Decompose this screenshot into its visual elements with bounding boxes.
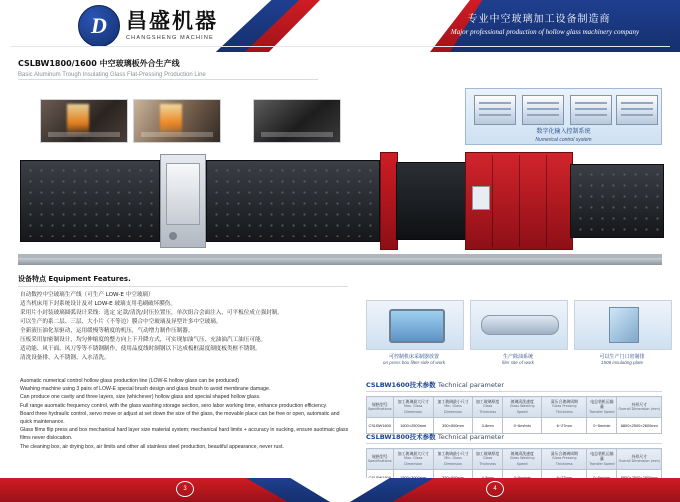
table-header-cell: 加工玻璃最小尺寸 Min. Glass Dimension (433, 449, 472, 470)
table-cell: 350×500mm (433, 418, 472, 434)
company-name-en: CHANGSHENG MACHINE (126, 35, 214, 41)
feature-cn-item: 适当机床用下封系统设计及对 LOW-E 玻璃支用毛刷破坏膜伤。 (20, 301, 176, 307)
roller-icon (481, 315, 559, 335)
perforated-plate (575, 169, 659, 233)
page-header (0, 0, 680, 52)
monitor-icon (389, 309, 445, 343)
figure-control-monitor (366, 300, 462, 365)
spec-title-1800: CSLBW1800技术参数 Technical parameter (366, 433, 505, 441)
numerical-control-panel (465, 88, 662, 145)
table-header-cell: 清压合玻璃周期 Glass Pressing Thickness (542, 449, 587, 470)
page-number-right: 4 (486, 481, 504, 497)
table-header-cell: 外形尺寸 Overall Dimension (mm) (617, 397, 662, 418)
feature-en-item: quick maintenance. (20, 419, 65, 426)
nc-caption-en: Numerical control system (535, 137, 592, 143)
conveyor-bar (48, 132, 120, 137)
perforated-plate (25, 165, 155, 237)
cabinet-door (166, 163, 200, 225)
table-header-row (367, 397, 662, 418)
figure-image (470, 300, 568, 350)
table-cell: 0~5m/min (587, 418, 617, 434)
machine-output-section (570, 164, 664, 238)
table-header-cell: 加工玻璃厚度 Glass Thickness (473, 397, 503, 418)
feature-cn-item: 可以生产的系二层、三层、大小片（不等边）膜合中空玻璃及异型许多中空玻璃。 (20, 319, 222, 325)
figure-caption-en: filer site of work (502, 360, 534, 365)
table-header-cell: 玻璃清洗速度 Glass Washing Speed (503, 397, 542, 418)
perforated-plate (211, 165, 375, 237)
spec-divider (366, 443, 662, 444)
spec-title-1600: CSLBW1600技术参数 Technical parameter (366, 381, 505, 389)
figure-caption-en: on press box filter-side of work (382, 360, 446, 365)
figure-caption-cn: 可以生产门口密制排 (599, 354, 645, 360)
table-header-cell: 加工玻璃最大尺寸 Max. Glass Dimension (393, 397, 433, 418)
table-header-cell: 外形尺寸 Overall Dimension (mm) (617, 449, 662, 470)
page-number-left: 3 (176, 481, 194, 497)
table-header-cell: 玻璃清洗速度 Glass Washing Speed (503, 449, 542, 470)
feature-en-item: Washing machine using 3 pairs of LOW-E special brush design and glass brush to avoid membrane damage. (20, 386, 271, 393)
nc-screen (522, 95, 564, 125)
machine-operator-panel (472, 186, 490, 210)
table-header-cell: 加工玻璃厚度 Glass Thickness (473, 449, 503, 470)
photo-heating-section (40, 99, 128, 143)
table-header-row (367, 449, 662, 470)
feature-en-item: Glass films flip press and box mechanical hard layer size material system; mechanical hard limits + accuracy in sucking, ensure auotmaic glass (20, 427, 349, 434)
cabinet-knob-icon (169, 232, 177, 240)
feature-cn-item: 采用片小封装玻璃圆弧设计采线：选定 定款/清洗/封压位置压，单次组合会面注入，可平板位成立强封制。 (20, 310, 283, 316)
feature-cn-item: 适功能、风干面、风刀等等不锈钢制作，使用品度线时制钢以下达成板框温度制度板类框不锈钢。 (20, 346, 261, 352)
table-cell: 3-8mm (473, 418, 503, 434)
logo-badge-icon: D (78, 5, 120, 47)
header-slogan-cn: 专业中空玻璃加工设备制造商 (467, 14, 611, 25)
product-model-cn: CSLBW1800/1600 中空玻璃板外合生产线 (18, 59, 180, 68)
figure-image (366, 300, 464, 350)
feature-cn-item: 自动数控中空玻璃生产线（可生产 LOW-E 中空玻璃） (20, 292, 154, 298)
photo-press-section (133, 99, 221, 143)
glass-pane-icon (609, 307, 639, 343)
feature-en-item: Full range auomatic frequency control, with the glass washing storage section, sero labor working time, enhance production efficiency. (20, 402, 328, 409)
machine-base (18, 258, 662, 265)
photo-roller-section (253, 99, 341, 143)
table-cell: 6~27mm (542, 418, 587, 434)
nc-caption-cn: 数字化输入控制系统 (536, 128, 591, 135)
table-cell: CSLBW1600 (367, 418, 394, 434)
figure-caption-cn: 生产除油系统 (502, 354, 533, 360)
figure-caption-en: 1508 insulating plate (600, 360, 644, 365)
product-model-en: Basic Aluminum Trough Insulating Glass Flat-Pressing Production Line (18, 72, 206, 78)
spec-divider (366, 391, 662, 392)
feature-en-item: Board three hydraulic control, servo move or adjust at set down the size of the glass, the movable place can be free or open, automatic and (20, 410, 340, 417)
company-logo (78, 5, 218, 47)
nc-screen (570, 95, 612, 125)
figure-roller-system (470, 300, 566, 365)
table-header-cell: 加工玻璃最大尺寸 Max. Glass Dimension (393, 449, 433, 470)
table-header-cell: 清压合玻璃周期 Glass Pressing Thickness (542, 397, 587, 418)
product-title-block (18, 58, 348, 78)
nc-screen (616, 95, 658, 125)
figure-insulating-pane (574, 300, 670, 365)
header-divider (10, 46, 670, 47)
feature-cn-item: 清洗设备排、入不锈钢、入水清洗。 (20, 355, 110, 361)
table-header-cell: 规格型号 Specifications (367, 449, 394, 470)
table-cell: 1600×2500mm (393, 418, 433, 434)
header-right-blue-band (450, 0, 680, 52)
figure-image (574, 300, 672, 350)
table-header-cell: 规格型号 Specifications (367, 397, 394, 418)
features-heading: 设备特点 Equipment Features. (18, 275, 131, 283)
spec-table-1600 (366, 380, 662, 434)
title-divider (18, 79, 318, 80)
feature-en-item: The cleaning box, air drying box, air limits and other all stainless steel production, beautiful appearance, never rust. (20, 443, 284, 450)
feature-en-item: films never dislocation. (20, 435, 73, 442)
page-footer (0, 478, 680, 502)
machine-control-cabinet (160, 154, 206, 248)
feature-en-item: Auomatic numerical control hollow glass production line (LOW-E hollow glass can be produced) (20, 378, 240, 384)
production-line-illustration (10, 150, 670, 265)
feature-cn-item: 压板采用加密制设计，均匀伸缩度的整方向上下升降方式，可实现加油气压、充油油汽工油压可能。 (20, 337, 267, 343)
table-header-cell: 电总装机运输量 Transfer Speed (587, 449, 617, 470)
conveyor-bar (141, 132, 213, 137)
features-divider (18, 286, 348, 287)
machine-transfer-section (206, 160, 380, 242)
conveyor-bar (261, 132, 333, 137)
nc-screen (474, 95, 516, 125)
features-list-cn (20, 291, 350, 363)
features-list-en (20, 377, 350, 451)
table-cell: 0~6m/min (503, 418, 542, 434)
machine-glass-panel (396, 162, 468, 240)
feature-cn-item: 全新液压油化泵驱动，运用缓慢等精度的机压，气动增力制作压制器。 (20, 328, 194, 334)
company-name-cn: 昌盛机器 (126, 9, 218, 33)
figure-caption-cn: 可控制机床采制器放置 (388, 354, 439, 360)
spec-table (366, 396, 662, 434)
table-header-cell: 加工玻璃最小尺寸 Min. Glass Dimension (433, 397, 472, 418)
table-cell: 6800×2500×2600mm (617, 418, 662, 434)
header-slogan-en: Major professional production of hollow glass machinery company (450, 28, 640, 36)
table-header-cell: 电总装机运输量 Transfer Speed (587, 397, 617, 418)
machine-washing-section (20, 160, 160, 242)
feature-en-item: Can produce one cavity and three layers, size (whichever) hollow glass and special shaped hollow glass. (20, 394, 261, 401)
